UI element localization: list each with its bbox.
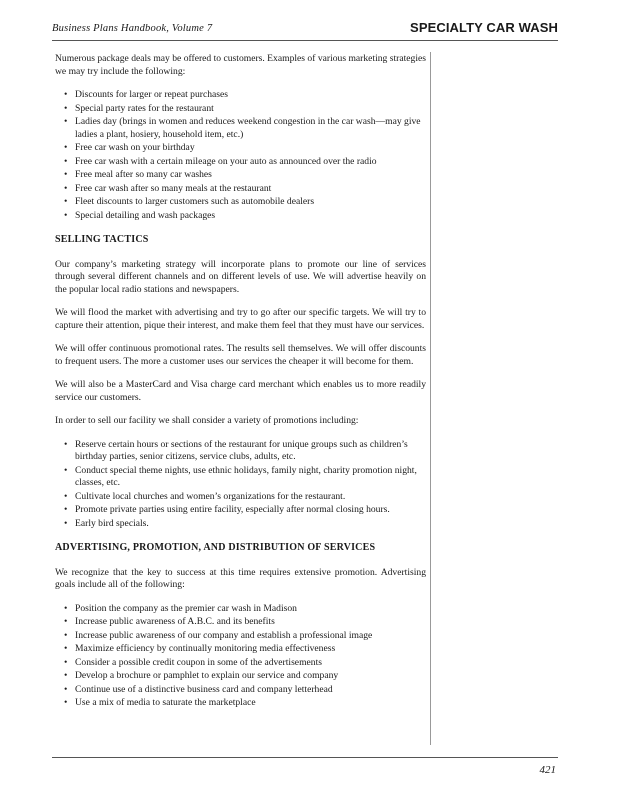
book-title: Business Plans Handbook, Volume 7 [52, 23, 213, 34]
list-item: • Increase public awareness of our company and establish a professional image [75, 630, 426, 643]
list-item: • Conduct special theme nights, use ethnic holidays, family night, charity promotion night, classes, etc. [75, 465, 426, 490]
list-item: • Use a mix of media to saturate the marketplace [75, 697, 426, 710]
list-item: • Free car wash after so many meals at the restaurant [75, 183, 426, 196]
page-number: 421 [539, 764, 556, 776]
list-item: • Fleet discounts to larger customers such as automobile dealers [75, 196, 426, 209]
list-item: • Reserve certain hours or sections of the restaurant for unique groups such as children’s birthday parties, senior citizens, service clubs, adults, etc. [75, 439, 426, 464]
selling-tactics-paragraph: In order to sell our facility we shall consider a variety of promotions including: [55, 415, 359, 426]
marketing-strategies-list [55, 89, 426, 222]
selling-tactics-paragraph: We will also be a MasterCard and Visa charge card merchant which enables us to more readily service our customers. [55, 379, 426, 403]
list-item: • Discounts for larger or repeat purchases [75, 89, 426, 102]
selling-tactics-heading: SELLING TACTICS [55, 234, 149, 245]
list-item: • Consider a possible credit coupon in some of the advertisements [75, 657, 426, 670]
list-item: • Increase public awareness of A.B.C. and its benefits [75, 616, 426, 629]
advertising-paragraph: We recognize that the key to success at this time requires extensive promotion. Advertising goals include all of the following: [55, 566, 426, 590]
selling-tactics-paragraph: Our company’s marketing strategy will incorporate plans to promote our line of services through several different channels and on different levels of use. We will advertise heavily on the popular local radio stations and newspapers. [55, 258, 426, 295]
selling-tactics-paragraph: We will offer continuous promotional rates. The results sell themselves. We will offer discounts to frequent users. The more a customer uses our services the cheaper it will become for them. [55, 343, 426, 367]
page-header [52, 18, 558, 41]
list-item: • Continue use of a distinctive business card and company letterhead [75, 684, 426, 697]
advertising-goals-list [55, 603, 426, 710]
list-item: • Special detailing and wash packages [75, 210, 426, 223]
footer-rule [52, 757, 558, 758]
main-content [55, 53, 426, 722]
advertising-heading: ADVERTISING, PROMOTION, AND DISTRIBUTION OF SERVICES [55, 542, 376, 553]
list-item: • Position the company as the premier car wash in Madison [75, 603, 426, 616]
list-item: • Develop a brochure or pamphlet to explain our service and company [75, 670, 426, 683]
list-item: • Free meal after so many car washes [75, 169, 426, 182]
list-item: • Early bird specials. [75, 518, 426, 531]
column-divider [430, 52, 431, 745]
promotions-list [55, 439, 426, 531]
list-item: • Maximize efficiency by continually monitoring media effectiveness [75, 643, 426, 656]
intro-paragraph: Numerous package deals may be offered to customers. Examples of various marketing strategies we may try include the following: [55, 53, 426, 77]
selling-tactics-paragraph: We will flood the market with advertising and try to go after our specific targets. We will try to capture their attention, pique their interest, and make them feel that they must have our services. [55, 307, 426, 331]
list-item: • Ladies day (brings in women and reduces weekend congestion in the car wash—may give ladies a plant, hosiery, household item, etc.) [75, 116, 426, 141]
list-item: • Free car wash with a certain mileage on your auto as announced over the radio [75, 156, 426, 169]
list-item: • Cultivate local churches and women’s organizations for the restaurant. [75, 491, 426, 504]
list-item: • Free car wash on your birthday [75, 142, 426, 155]
list-item: • Promote private parties using entire facility, especially after normal closing hours. [75, 504, 426, 517]
list-item: • Special party rates for the restaurant [75, 103, 426, 116]
section-title: SPECIALTY CAR WASH [410, 20, 558, 35]
